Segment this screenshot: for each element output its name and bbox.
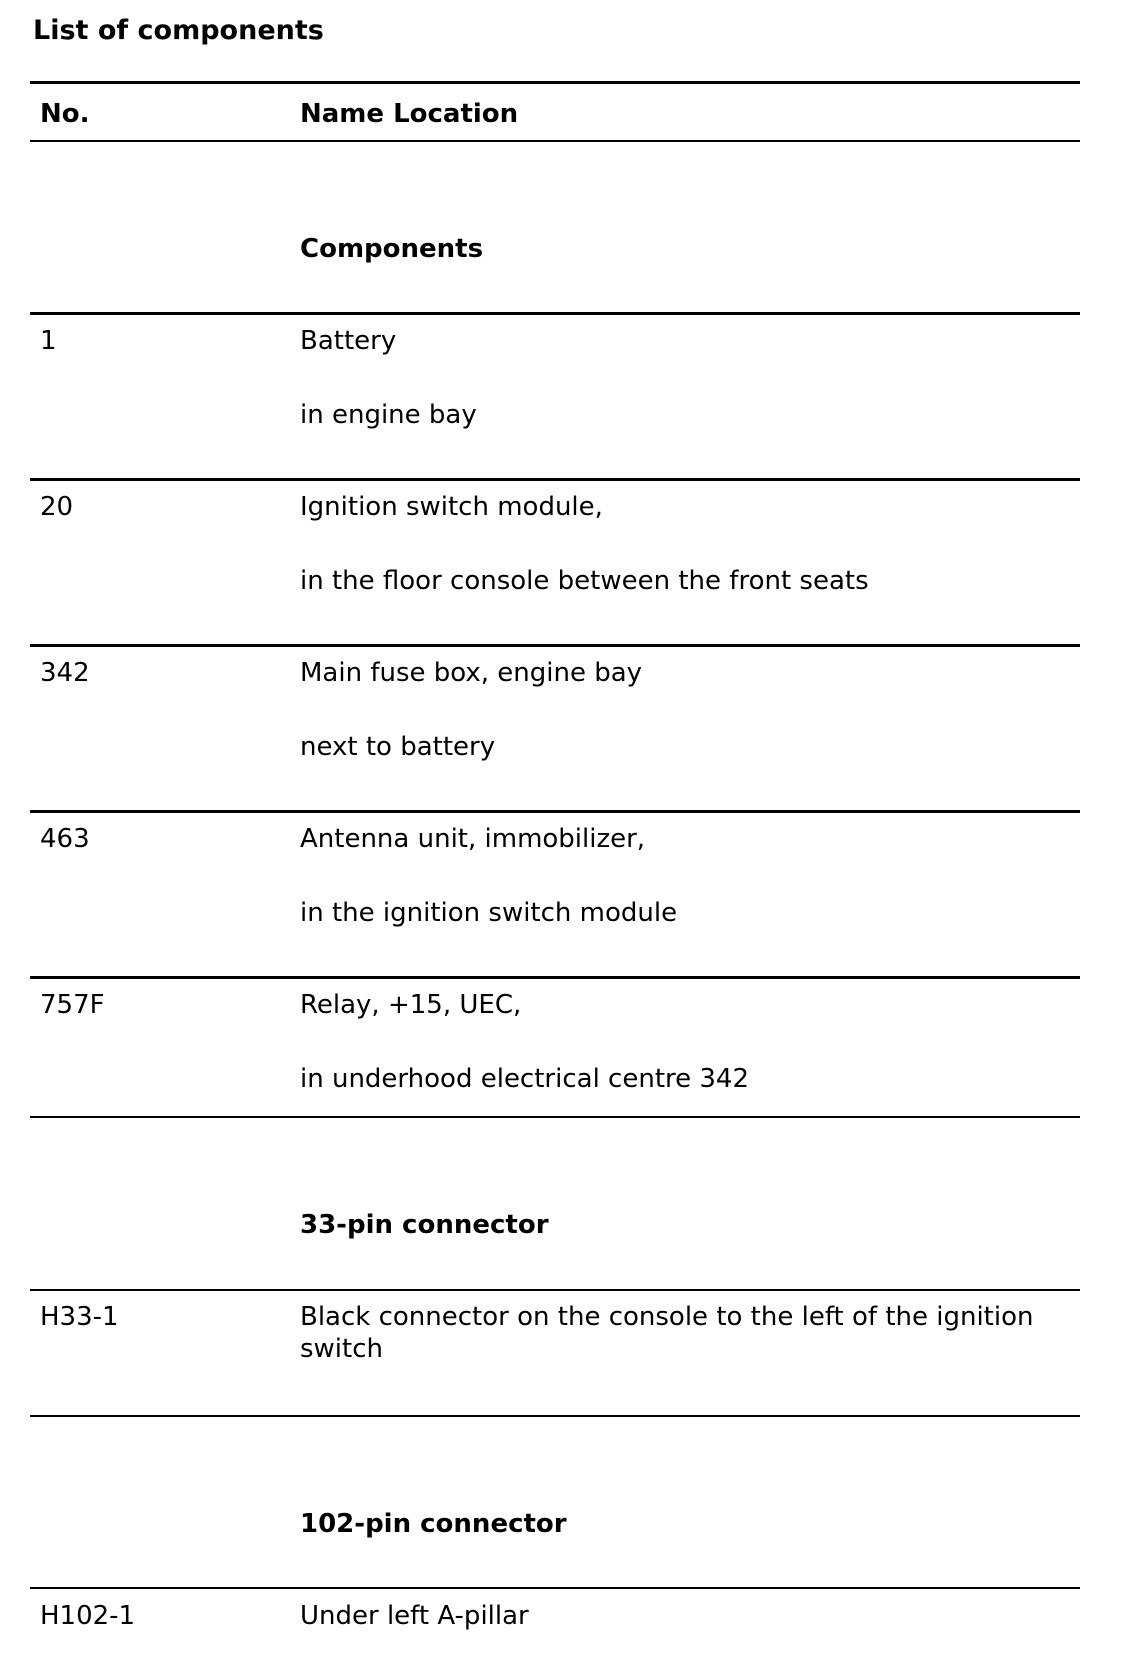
row-rule [30, 478, 1080, 481]
row-name: Ignition switch module, [300, 492, 603, 522]
header-bottom-rule [30, 140, 1080, 142]
row-name: Antenna unit, immobilizer, [300, 824, 646, 854]
table-top-rule [30, 81, 1080, 84]
row-no: 20 [40, 492, 74, 522]
row-name: Under left A-pillar [300, 1601, 529, 1631]
row-location: in engine bay [300, 400, 477, 430]
row-rule [30, 1116, 1080, 1118]
header-name-location: Name Location [300, 99, 519, 129]
row-no: 1 [40, 326, 57, 356]
row-location: in underhood electrical centre 342 [300, 1064, 750, 1094]
row-location: in the ignition switch module [300, 898, 678, 928]
row-no: 342 [40, 658, 90, 688]
row-location: next to battery [300, 732, 496, 762]
row-no: H102-1 [40, 1601, 136, 1631]
row-name: Black connector on the console to the left of the ignition switch [300, 1302, 1034, 1364]
header-no: No. [40, 99, 90, 129]
row-no: 463 [40, 824, 90, 854]
section-heading-102-pin: 102-pin connector [300, 1509, 567, 1539]
row-rule [30, 644, 1080, 647]
section-heading-33-pin: 33-pin connector [300, 1210, 549, 1240]
row-name: Main fuse box, engine bay [300, 658, 643, 688]
row-rule [30, 976, 1080, 979]
section-rule [30, 1289, 1080, 1291]
row-name: Battery [300, 326, 397, 356]
row-no: 757F [40, 990, 105, 1020]
row-name: Relay, +15, UEC, [300, 990, 522, 1020]
section-heading-components: Components [300, 234, 484, 264]
row-rule [30, 810, 1080, 813]
row-rule [30, 1415, 1080, 1417]
row-no: H33-1 [40, 1302, 119, 1332]
section-rule [30, 1587, 1080, 1589]
section-rule [30, 312, 1080, 315]
page-title: List of components [33, 15, 324, 46]
row-location: in the floor console between the front seats [300, 566, 869, 596]
